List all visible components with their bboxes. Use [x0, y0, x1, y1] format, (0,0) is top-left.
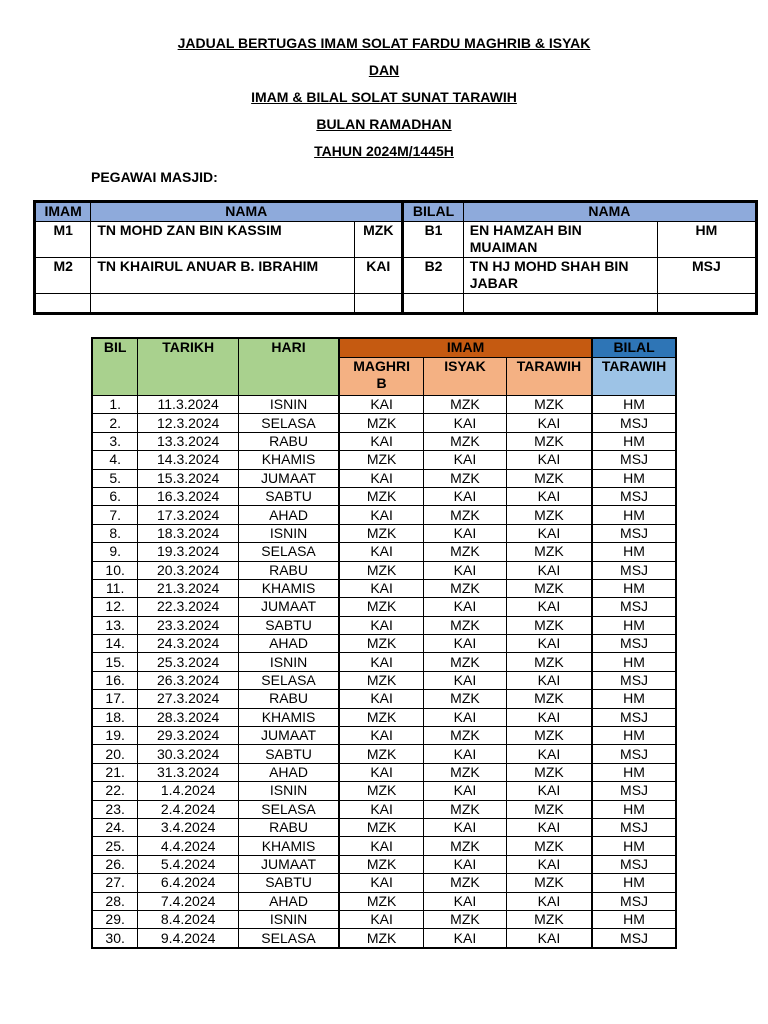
tarikh-cell: 16.3.2024 [138, 487, 239, 505]
tarikh-cell: 6.4.2024 [138, 874, 239, 892]
tarikh-cell: 11.3.2024 [138, 396, 239, 414]
schedule-row [92, 543, 676, 561]
hari-cell: SABTU [238, 487, 339, 505]
empty-cell [403, 294, 464, 314]
isyak-cell: KAI [424, 451, 507, 469]
header-bil: BIL [92, 338, 138, 396]
bil-cell: 22. [92, 782, 138, 800]
isyak-cell: KAI [424, 635, 507, 653]
tarawih-cell: KAI [506, 451, 592, 469]
schedule-row [92, 727, 676, 745]
bilal-cell: MSJ [592, 929, 676, 948]
schedule-row [92, 414, 676, 432]
schedule-row [92, 929, 676, 948]
hari-cell: ISNIN [238, 782, 339, 800]
maghrib-cell: KAI [339, 469, 424, 487]
tarawih-cell: KAI [506, 487, 592, 505]
tarikh-cell: 18.3.2024 [138, 524, 239, 542]
hari-cell: AHAD [238, 506, 339, 524]
bilal-cell: MSJ [592, 745, 676, 763]
tarikh-cell: 30.3.2024 [138, 745, 239, 763]
staff-header-nama-imam: NAMA [91, 202, 403, 222]
isyak-cell: MZK [424, 653, 507, 671]
isyak-cell: KAI [424, 892, 507, 910]
hari-cell: ISNIN [238, 396, 339, 414]
bil-cell: 27. [92, 874, 138, 892]
header-hari: HARI [238, 338, 339, 396]
bilal-name: TN HJ MOHD SHAH BIN JABAR [463, 258, 657, 294]
hari-cell: RABU [238, 690, 339, 708]
title-line-1: JADUAL BERTUGAS IMAM SOLAT FARDU MAGHRIB & ISYAK [177, 35, 591, 51]
bil-cell: 9. [92, 543, 138, 561]
schedule-row [92, 451, 676, 469]
tarawih-cell: KAI [506, 708, 592, 726]
isyak-cell: MZK [424, 837, 507, 855]
isyak-cell: KAI [424, 561, 507, 579]
hari-cell: AHAD [238, 763, 339, 781]
isyak-cell: KAI [424, 818, 507, 836]
tarikh-cell: 29.3.2024 [138, 727, 239, 745]
schedule-row [92, 763, 676, 781]
maghrib-cell: KAI [339, 543, 424, 561]
tarawih-cell: MZK [506, 432, 592, 450]
isyak-cell: KAI [424, 929, 507, 948]
bilal-cell: HM [592, 653, 676, 671]
staff-row-empty [35, 294, 757, 314]
hari-cell: RABU [238, 818, 339, 836]
schedule-row [92, 837, 676, 855]
schedule-row [92, 432, 676, 450]
tarikh-cell: 21.3.2024 [138, 579, 239, 597]
hari-cell: AHAD [238, 892, 339, 910]
bil-cell: 19. [92, 727, 138, 745]
imam-name: TN MOHD ZAN BIN KASSIM [91, 222, 355, 258]
bilal-cell: HM [592, 506, 676, 524]
tarawih-cell: KAI [506, 671, 592, 689]
schedule-row [92, 855, 676, 873]
tarawih-cell: KAI [506, 598, 592, 616]
bilal-cell: MSJ [592, 708, 676, 726]
maghrib-cell: KAI [339, 396, 424, 414]
tarawih-cell: MZK [506, 690, 592, 708]
tarawih-cell: MZK [506, 653, 592, 671]
isyak-cell: MZK [424, 432, 507, 450]
tarawih-cell: MZK [506, 910, 592, 928]
isyak-cell: MZK [424, 579, 507, 597]
maghrib-cell: KAI [339, 690, 424, 708]
header-bilal-tarawih: TARAWIH [592, 358, 676, 396]
schedule-row [92, 469, 676, 487]
isyak-cell: MZK [424, 690, 507, 708]
tarikh-cell: 17.3.2024 [138, 506, 239, 524]
isyak-cell: MZK [424, 763, 507, 781]
bilal-cell: HM [592, 800, 676, 818]
bil-cell: 1. [92, 396, 138, 414]
maghrib-cell: MZK [339, 745, 424, 763]
schedule-row [92, 487, 676, 505]
bilal-abbr: MSJ [657, 258, 756, 294]
hari-cell: KHAMIS [238, 708, 339, 726]
hari-cell: RABU [238, 432, 339, 450]
bilal-cell: HM [592, 396, 676, 414]
isyak-cell: MZK [424, 543, 507, 561]
bilal-cell: HM [592, 432, 676, 450]
tarikh-cell: 22.3.2024 [138, 598, 239, 616]
isyak-cell: KAI [424, 524, 507, 542]
bilal-cell: HM [592, 469, 676, 487]
isyak-cell: MZK [424, 800, 507, 818]
header-tarikh: TARIKH [138, 338, 239, 396]
tarawih-cell: MZK [506, 469, 592, 487]
tarawih-cell: KAI [506, 782, 592, 800]
bil-cell: 28. [92, 892, 138, 910]
hari-cell: SELASA [238, 929, 339, 948]
maghrib-cell: KAI [339, 910, 424, 928]
imam-code: M2 [35, 258, 91, 294]
hari-cell: SABTU [238, 874, 339, 892]
imam-abbr: KAI [355, 258, 403, 294]
hari-cell: AHAD [238, 635, 339, 653]
tarikh-cell: 24.3.2024 [138, 635, 239, 653]
isyak-cell: MZK [424, 874, 507, 892]
bilal-cell: HM [592, 616, 676, 634]
staff-table [33, 200, 758, 315]
isyak-cell: KAI [424, 708, 507, 726]
bil-cell: 15. [92, 653, 138, 671]
header-imam: IMAM [339, 338, 592, 358]
hari-cell: ISNIN [238, 910, 339, 928]
hari-cell: SABTU [238, 745, 339, 763]
empty-cell [657, 294, 756, 314]
maghrib-cell: MZK [339, 782, 424, 800]
empty-cell [35, 294, 91, 314]
bilal-cell: HM [592, 837, 676, 855]
isyak-cell: MZK [424, 506, 507, 524]
bilal-cell: HM [592, 910, 676, 928]
bil-cell: 23. [92, 800, 138, 818]
tarawih-cell: MZK [506, 800, 592, 818]
schedule-row [92, 396, 676, 414]
bilal-cell: MSJ [592, 892, 676, 910]
tarawih-cell: MZK [506, 616, 592, 634]
schedule-row [92, 653, 676, 671]
maghrib-cell: KAI [339, 874, 424, 892]
tarawih-cell: MZK [506, 837, 592, 855]
schedule-row [92, 671, 676, 689]
bilal-cell: MSJ [592, 414, 676, 432]
imam-name: TN KHAIRUL ANUAR B. IBRAHIM [91, 258, 355, 294]
title-line-2: DAN [368, 62, 400, 78]
schedule-table [91, 337, 677, 949]
staff-header-imam: IMAM [35, 202, 91, 222]
tarikh-cell: 20.3.2024 [138, 561, 239, 579]
tarikh-cell: 9.4.2024 [138, 929, 239, 948]
tarawih-cell: MZK [506, 763, 592, 781]
schedule-row [92, 800, 676, 818]
maghrib-cell: MZK [339, 855, 424, 873]
bil-cell: 11. [92, 579, 138, 597]
schedule-row [92, 818, 676, 836]
isyak-cell: KAI [424, 487, 507, 505]
tarikh-cell: 23.3.2024 [138, 616, 239, 634]
tarawih-cell: KAI [506, 855, 592, 873]
bilal-cell: MSJ [592, 635, 676, 653]
bilal-cell: MSJ [592, 561, 676, 579]
tarikh-cell: 25.3.2024 [138, 653, 239, 671]
tarawih-cell: KAI [506, 635, 592, 653]
tarikh-cell: 28.3.2024 [138, 708, 239, 726]
bilal-cell: MSJ [592, 855, 676, 873]
hari-cell: ISNIN [238, 653, 339, 671]
hari-cell: SELASA [238, 671, 339, 689]
bil-cell: 20. [92, 745, 138, 763]
document-title [0, 34, 768, 169]
tarawih-cell: KAI [506, 414, 592, 432]
schedule-row [92, 561, 676, 579]
maghrib-cell: KAI [339, 616, 424, 634]
title-line-3: IMAM & BILAL SOLAT SUNAT TARAWIH [251, 89, 517, 105]
bilal-cell: MSJ [592, 524, 676, 542]
tarawih-cell: MZK [506, 727, 592, 745]
bilal-cell: HM [592, 727, 676, 745]
tarawih-cell: KAI [506, 524, 592, 542]
maghrib-cell: MZK [339, 671, 424, 689]
tarikh-cell: 27.3.2024 [138, 690, 239, 708]
tarawih-cell: MZK [506, 579, 592, 597]
schedule-row [92, 745, 676, 763]
schedule-row [92, 635, 676, 653]
tarikh-cell: 4.4.2024 [138, 837, 239, 855]
maghrib-cell: KAI [339, 506, 424, 524]
hari-cell: JUMAAT [238, 598, 339, 616]
bilal-cell: HM [592, 763, 676, 781]
tarawih-cell: MZK [506, 874, 592, 892]
bilal-cell: MSJ [592, 451, 676, 469]
bil-cell: 25. [92, 837, 138, 855]
maghrib-cell: MZK [339, 892, 424, 910]
hari-cell: SELASA [238, 543, 339, 561]
maghrib-cell: KAI [339, 837, 424, 855]
maghrib-cell: MZK [339, 598, 424, 616]
hari-cell: SABTU [238, 616, 339, 634]
hari-cell: JUMAAT [238, 855, 339, 873]
isyak-cell: KAI [424, 598, 507, 616]
tarikh-cell: 14.3.2024 [138, 451, 239, 469]
staff-header-nama-bilal: NAMA [463, 202, 756, 222]
hari-cell: KHAMIS [238, 579, 339, 597]
bilal-name: EN HAMZAH BIN MUAIMAN [463, 222, 657, 258]
bil-cell: 7. [92, 506, 138, 524]
isyak-cell: MZK [424, 396, 507, 414]
bil-cell: 30. [92, 929, 138, 948]
tarikh-cell: 3.4.2024 [138, 818, 239, 836]
maghrib-cell: MZK [339, 818, 424, 836]
bilal-cell: HM [592, 579, 676, 597]
bilal-cell: HM [592, 874, 676, 892]
isyak-cell: MZK [424, 727, 507, 745]
hari-cell: RABU [238, 561, 339, 579]
isyak-cell: MZK [424, 469, 507, 487]
header-maghrib: MAGHRIB [339, 358, 424, 396]
schedule-row [92, 506, 676, 524]
staff-row [35, 258, 757, 294]
isyak-cell: KAI [424, 855, 507, 873]
maghrib-cell: KAI [339, 579, 424, 597]
bil-cell: 4. [92, 451, 138, 469]
header-isyak: ISYAK [424, 358, 507, 396]
isyak-cell: MZK [424, 910, 507, 928]
header-tarawih: TARAWIH [506, 358, 592, 396]
schedule-row [92, 579, 676, 597]
hari-cell: SELASA [238, 800, 339, 818]
maghrib-cell: KAI [339, 727, 424, 745]
tarikh-cell: 15.3.2024 [138, 469, 239, 487]
tarawih-cell: MZK [506, 506, 592, 524]
bil-cell: 5. [92, 469, 138, 487]
pegawai-label: PEGAWAI MASJID: [91, 169, 218, 185]
tarikh-cell: 8.4.2024 [138, 910, 239, 928]
hari-cell: JUMAAT [238, 727, 339, 745]
tarikh-cell: 5.4.2024 [138, 855, 239, 873]
schedule-row [92, 616, 676, 634]
tarikh-cell: 19.3.2024 [138, 543, 239, 561]
bil-cell: 3. [92, 432, 138, 450]
bil-cell: 14. [92, 635, 138, 653]
bil-cell: 26. [92, 855, 138, 873]
isyak-cell: KAI [424, 414, 507, 432]
staff-row [35, 222, 757, 258]
tarikh-cell: 2.4.2024 [138, 800, 239, 818]
hari-cell: KHAMIS [238, 451, 339, 469]
maghrib-cell: MZK [339, 929, 424, 948]
isyak-cell: KAI [424, 671, 507, 689]
tarikh-cell: 1.4.2024 [138, 782, 239, 800]
bilal-cell: HM [592, 543, 676, 561]
tarikh-cell: 31.3.2024 [138, 763, 239, 781]
hari-cell: SELASA [238, 414, 339, 432]
hari-cell: ISNIN [238, 524, 339, 542]
tarikh-cell: 12.3.2024 [138, 414, 239, 432]
hari-cell: JUMAAT [238, 469, 339, 487]
schedule-row [92, 910, 676, 928]
maghrib-cell: KAI [339, 763, 424, 781]
bil-cell: 24. [92, 818, 138, 836]
tarawih-cell: KAI [506, 929, 592, 948]
maghrib-cell: MZK [339, 524, 424, 542]
bilal-cell: MSJ [592, 782, 676, 800]
schedule-row [92, 708, 676, 726]
maghrib-cell: MZK [339, 414, 424, 432]
tarikh-cell: 26.3.2024 [138, 671, 239, 689]
empty-cell [463, 294, 657, 314]
bil-cell: 12. [92, 598, 138, 616]
schedule-row [92, 782, 676, 800]
maghrib-cell: MZK [339, 561, 424, 579]
tarawih-cell: MZK [506, 396, 592, 414]
hari-cell: KHAMIS [238, 837, 339, 855]
title-line-4: BULAN RAMADHAN [316, 116, 452, 132]
bil-cell: 17. [92, 690, 138, 708]
schedule-row [92, 598, 676, 616]
bilal-cell: MSJ [592, 818, 676, 836]
bil-cell: 29. [92, 910, 138, 928]
bil-cell: 6. [92, 487, 138, 505]
bil-cell: 18. [92, 708, 138, 726]
tarawih-cell: KAI [506, 561, 592, 579]
bilal-abbr: HM [657, 222, 756, 258]
imam-code: M1 [35, 222, 91, 258]
bil-cell: 13. [92, 616, 138, 634]
bil-cell: 21. [92, 763, 138, 781]
title-line-5: TAHUN 2024M/1445H [314, 143, 454, 159]
bilal-cell: HM [592, 690, 676, 708]
bil-cell: 2. [92, 414, 138, 432]
schedule-row [92, 874, 676, 892]
isyak-cell: KAI [424, 782, 507, 800]
tarawih-cell: KAI [506, 818, 592, 836]
tarikh-cell: 13.3.2024 [138, 432, 239, 450]
bilal-cell: MSJ [592, 671, 676, 689]
bilal-code: B1 [403, 222, 464, 258]
bil-cell: 8. [92, 524, 138, 542]
isyak-cell: MZK [424, 616, 507, 634]
bilal-cell: MSJ [592, 487, 676, 505]
header-bilal: BILAL [592, 338, 676, 358]
maghrib-cell: MZK [339, 451, 424, 469]
empty-cell [355, 294, 403, 314]
bil-cell: 16. [92, 671, 138, 689]
maghrib-cell: MZK [339, 708, 424, 726]
maghrib-cell: MZK [339, 487, 424, 505]
schedule-row [92, 690, 676, 708]
tarawih-cell: MZK [506, 543, 592, 561]
maghrib-cell: KAI [339, 653, 424, 671]
tarikh-cell: 7.4.2024 [138, 892, 239, 910]
staff-header-bilal: BILAL [403, 202, 464, 222]
imam-abbr: MZK [355, 222, 403, 258]
tarawih-cell: KAI [506, 892, 592, 910]
schedule-row [92, 524, 676, 542]
maghrib-cell: MZK [339, 635, 424, 653]
schedule-row [92, 892, 676, 910]
maghrib-cell: KAI [339, 800, 424, 818]
bilal-code: B2 [403, 258, 464, 294]
empty-cell [91, 294, 355, 314]
bil-cell: 10. [92, 561, 138, 579]
tarawih-cell: KAI [506, 745, 592, 763]
bilal-cell: MSJ [592, 598, 676, 616]
maghrib-cell: KAI [339, 432, 424, 450]
isyak-cell: KAI [424, 745, 507, 763]
